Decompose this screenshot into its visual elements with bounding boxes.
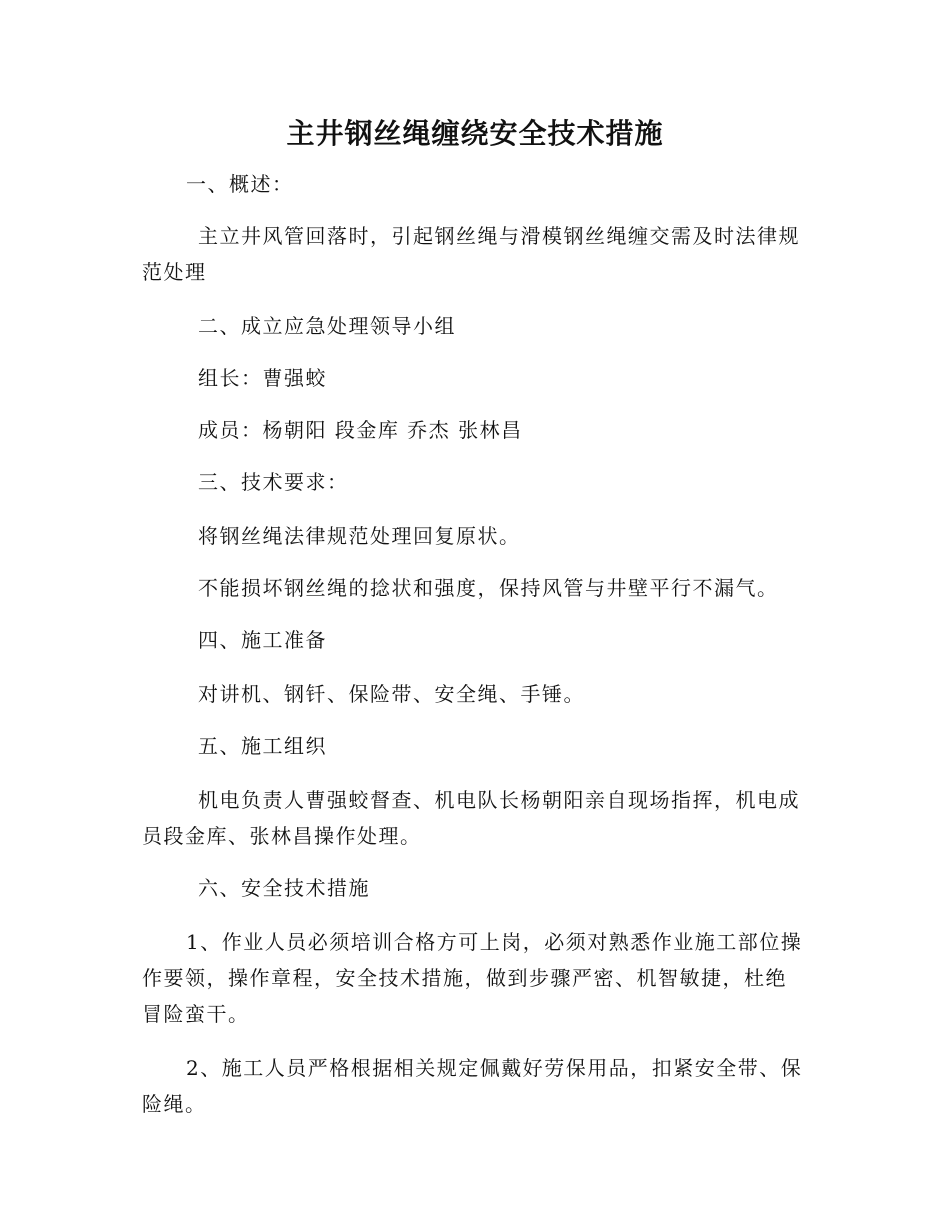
- section-heading-safety-measures: 六、安全技术措施: [198, 876, 370, 900]
- section-heading-organization: 五、施工组织: [198, 734, 327, 758]
- section-heading-overview: 一、概述：: [186, 172, 294, 196]
- section-heading-team: 二、成立应急处理领导小组: [198, 314, 456, 338]
- paragraph-line: 将钢丝绳法律规范处理回复原状。: [198, 524, 521, 548]
- list-item-line: 作要领，操作章程，安全技术措施，做到步骤严密、机智敏捷，杜绝: [142, 966, 787, 990]
- paragraph-line: 机电负责人曹强蛟督查、机电队长杨朝阳亲自现场指挥，机电成: [198, 788, 800, 812]
- paragraph-line: 不能损坏钢丝绳的捻状和强度，保持风管与井壁平行不漏气。: [198, 576, 779, 600]
- team-members-line: 成员：杨朝阳 段金库 乔杰 张林昌: [198, 418, 523, 442]
- section-heading-preparation: 四、施工准备: [198, 628, 327, 652]
- paragraph-line: 主立井风管回落时，引起钢丝绳与滑模钢丝绳缠交需及时法律规: [198, 224, 800, 248]
- document-title: 主井钢丝绳缠绕安全技术措施: [286, 117, 664, 150]
- team-leader-line: 组长：曹强蛟: [198, 366, 327, 390]
- list-item-line: 冒险蛮干。: [142, 1002, 250, 1026]
- section-heading-requirements: 三、技术要求：: [198, 470, 349, 494]
- paragraph-line: 对讲机、钢钎、保险带、安全绳、手锤。: [198, 682, 585, 706]
- list-item-line: 2、施工人员严格根据相关规定佩戴好劳保用品，扣紧安全带、保: [186, 1056, 803, 1080]
- paragraph-line: 范处理: [142, 260, 207, 284]
- list-item-line: 1、作业人员必须培训合格方可上岗，必须对熟悉作业施工部位操: [186, 930, 803, 954]
- paragraph-line: 员段金库、张林昌操作处理。: [142, 824, 422, 848]
- list-item-line: 险绳。: [142, 1092, 207, 1116]
